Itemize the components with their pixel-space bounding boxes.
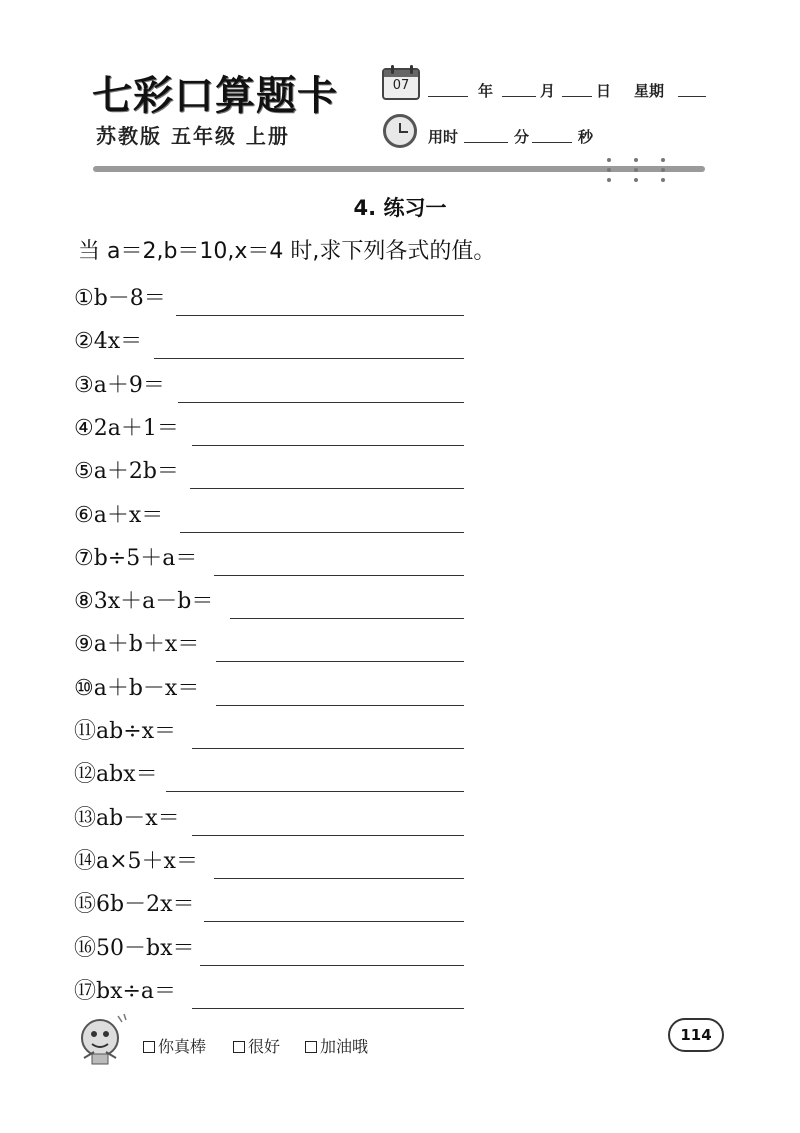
exercise-row — [74, 453, 494, 489]
exercise-row — [74, 323, 494, 359]
weekday-label: 星期 — [634, 82, 665, 100]
exercise-expression: ⑥a＋x＝ — [74, 502, 164, 528]
exercise-expression: ②4x＝ — [74, 329, 143, 355]
checkbox-icon[interactable] — [233, 1041, 245, 1053]
answer-blank[interactable] — [216, 705, 464, 706]
page-number: 114 — [668, 1018, 724, 1052]
exercise-expression: ⑩a＋b－x＝ — [74, 675, 200, 701]
exercise-expression: ⑬ab－x＝ — [74, 805, 180, 831]
answer-blank[interactable] — [192, 748, 464, 749]
mascot-illustration — [74, 1008, 130, 1068]
weekday-blank[interactable] — [678, 96, 706, 97]
answer-blank[interactable] — [214, 878, 464, 879]
day-blank[interactable] — [562, 96, 592, 97]
exercise-row — [74, 497, 494, 533]
section-title: 4. 练习一 — [353, 196, 447, 220]
minutes-label: 分 — [514, 128, 530, 146]
exercise-expression: ④2a＋1＝ — [74, 415, 179, 441]
exercise-row — [74, 626, 494, 662]
header-divider — [93, 166, 705, 172]
exercise-row — [74, 756, 494, 792]
exercise-expression: ⑨a＋b＋x＝ — [74, 632, 200, 658]
exercise-row — [74, 886, 494, 922]
exercise-row — [74, 843, 494, 879]
seconds-label: 秒 — [578, 128, 594, 146]
exercise-row — [74, 583, 494, 619]
checkbox-icon[interactable] — [143, 1041, 155, 1053]
month-blank[interactable] — [502, 96, 536, 97]
day-label: 日 — [596, 82, 612, 100]
exercise-expression: ⑫abx＝ — [74, 762, 158, 788]
answer-blank[interactable] — [192, 835, 464, 836]
instruction-text: 当 a＝2,b＝10,x＝4 时,求下列各式的值。 — [78, 239, 496, 264]
date-fields — [428, 80, 718, 104]
answer-blank[interactable] — [204, 921, 464, 922]
exercise-row — [74, 670, 494, 706]
time-fields — [428, 126, 628, 150]
edition-label: 苏教版 五年级 上册 — [96, 124, 290, 148]
answer-blank[interactable] — [176, 315, 464, 316]
rating-option-good[interactable] — [233, 1034, 280, 1057]
brand-title: 七彩口算题卡 — [92, 72, 338, 119]
exercise-expression: ⑦b÷5＋a＝ — [74, 545, 198, 571]
exercise-row — [74, 367, 494, 403]
exercise-expression: ③a＋9＝ — [74, 372, 165, 398]
answer-blank[interactable] — [178, 402, 464, 403]
exercise-row — [74, 280, 494, 316]
answer-blank[interactable] — [192, 445, 464, 446]
answer-blank[interactable] — [216, 661, 464, 662]
calendar-number: 07 — [392, 78, 410, 93]
exercise-row — [74, 540, 494, 576]
clock-icon — [383, 114, 417, 148]
exercise-row — [74, 713, 494, 749]
year-label: 年 — [478, 82, 494, 100]
time-used-label: 用时 — [428, 128, 459, 146]
rating-label: 很好 — [248, 1037, 281, 1056]
exercise-expression: ⑯50－bx＝ — [74, 935, 195, 961]
exercise-expression: ⑧3x＋a－b＝ — [74, 589, 214, 615]
divider-dots — [634, 158, 638, 182]
exercise-expression: ①b－8＝ — [74, 286, 166, 311]
exercise-expression: ⑭a×5＋x＝ — [74, 848, 198, 874]
mascot-icon — [74, 1008, 130, 1068]
divider-dots — [607, 158, 611, 182]
answer-blank[interactable] — [230, 618, 464, 619]
exercise-row — [74, 410, 494, 446]
month-label: 月 — [540, 82, 556, 100]
answer-blank[interactable] — [190, 488, 464, 489]
exercise-row — [74, 973, 494, 1009]
rating-label: 加油哦 — [320, 1037, 369, 1056]
answer-blank[interactable] — [154, 358, 464, 359]
rating-label: 你真棒 — [158, 1037, 207, 1056]
answer-blank[interactable] — [200, 965, 464, 966]
year-blank[interactable] — [428, 96, 468, 97]
answer-blank[interactable] — [166, 791, 464, 792]
exercise-row — [74, 800, 494, 836]
checkbox-icon[interactable] — [305, 1041, 317, 1053]
divider-dots — [661, 158, 665, 182]
calendar-icon — [382, 68, 420, 100]
exercise-row — [74, 930, 494, 966]
rating-option-great[interactable] — [143, 1034, 206, 1057]
exercise-expression: ⑰bx÷a＝ — [74, 978, 177, 1004]
answer-blank[interactable] — [180, 532, 464, 533]
rating-option-keep-going[interactable] — [305, 1034, 368, 1057]
exercise-expression: ⑤a＋2b＝ — [74, 459, 179, 485]
exercise-expression: ⑪ab÷x＝ — [74, 719, 177, 744]
answer-blank[interactable] — [214, 575, 464, 576]
seconds-blank[interactable] — [532, 142, 572, 143]
minutes-blank[interactable] — [464, 142, 508, 143]
exercise-expression: ⑮6b－2x＝ — [74, 892, 195, 918]
answer-blank[interactable] — [192, 1008, 464, 1009]
